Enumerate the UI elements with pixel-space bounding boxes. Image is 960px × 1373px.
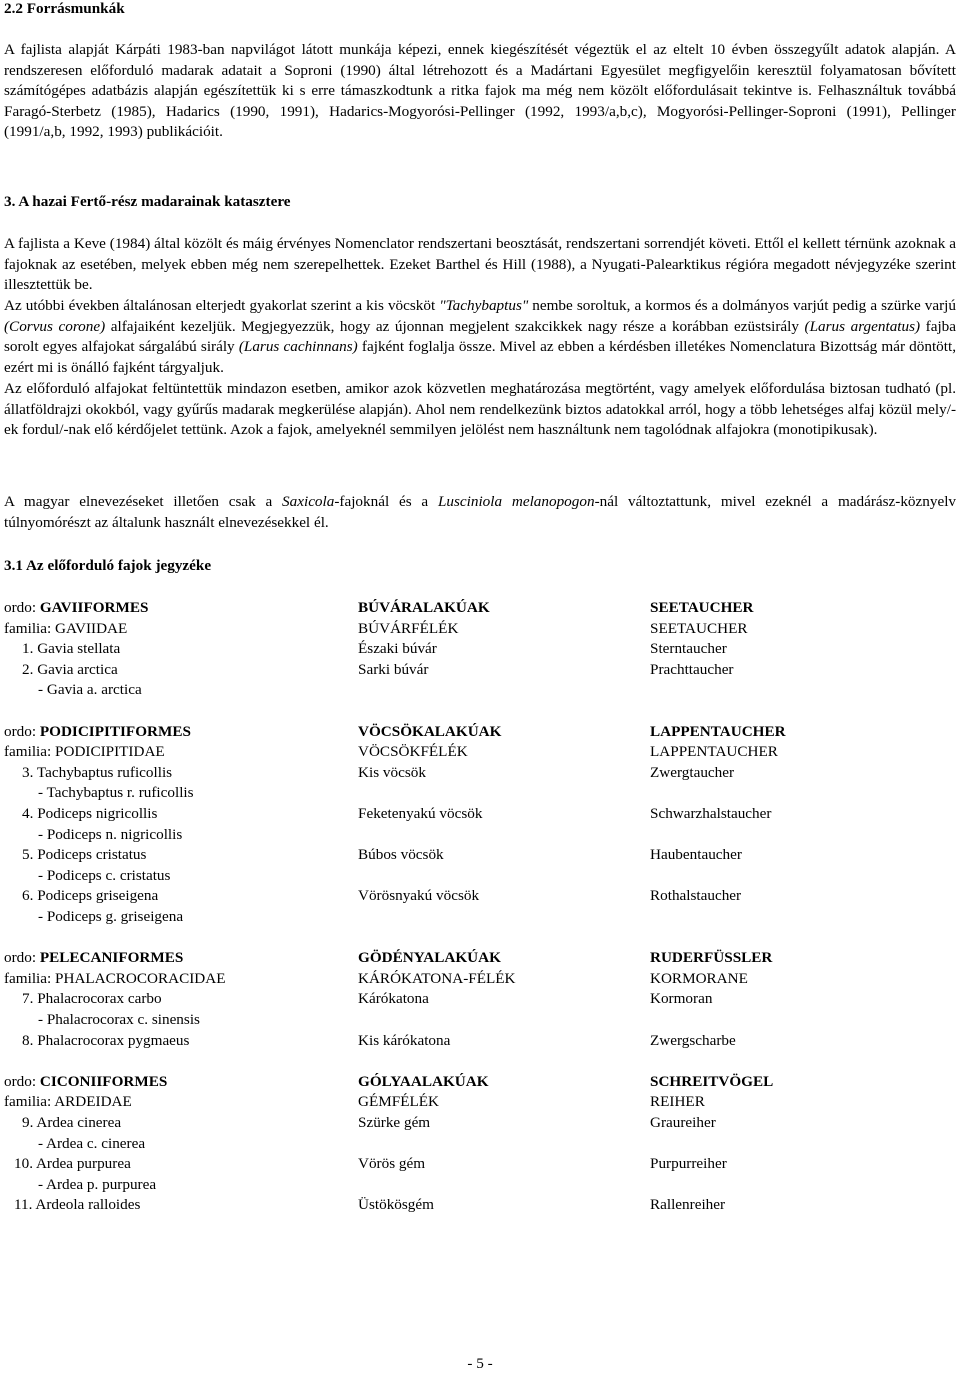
ordo-name: GAVIIFORMES [39,599,149,616]
species-row [4,1195,956,1216]
species-hungarian: Északi búvár [358,640,437,658]
familia-hungarian: VÖCSÖKFÉLÉK [358,743,468,761]
species-row [4,845,956,866]
ordo-latin [4,1072,167,1093]
familia-latin: familia: GAVIIDAE [4,619,128,637]
species-latin: 11. Ardeola ralloides [14,1196,141,1214]
ordo-latin [4,598,148,619]
section-heading-species-list: 3.1 Az előforduló fajok jegyzéke [4,557,212,574]
species-latin: 4. Podiceps nigricollis [22,805,158,822]
species-row [4,660,956,681]
subspecies-row [4,783,956,804]
subspecies-latin: - Ardea c. cinerea [38,1134,146,1152]
familia-row [4,742,956,763]
species-german: Zwergscharbe [650,1031,736,1049]
paragraph-subspecies: Az előforduló alfajokat feltüntettük mindazon esetben, amikor azok közvetlen meghatározása megtörtént, vagy amelyek előfordulása biztosan tudható (pl. állatföldrajzi okokból, vagy gyűrűs madarak megkerülése alapján). Ahol nem rendelkezünk biztos adatokkal arról, hogy a több lehetséges alfaj közül mely/-ek fordul/-nak elő kérdőjelet tettünk. Azok a fajok, amelyeknél semmilyen jelölést nem használtunk nem tagolódnak alfajokra (monotipikusak). [4,380,956,439]
page-number: - 5 - [467,1355,493,1372]
species-row [4,886,956,907]
ordo-hungarian: VÖCSÖKALAKÚAK [358,722,502,740]
species-german: Prachttaucher [650,660,734,678]
species-latin: 8. Phalacrocorax pygmaeus [22,1031,190,1049]
species-hungarian: Kárókatona [358,990,429,1008]
species-row [4,1154,956,1175]
species-german: Purpurreiher [650,1155,727,1173]
species-hungarian: Búbos vöcsök [358,846,444,864]
ordo-latin [4,948,183,969]
ordo-hungarian: BÚVÁRALAKÚAK [358,599,490,616]
subspecies-row [4,907,956,928]
species-german: Rothalstaucher [650,887,742,905]
ordo-row [4,598,956,619]
subspecies-row [4,1134,956,1155]
ordo-row [4,948,956,969]
familia-row [4,619,956,640]
ordo-prefix: ordo: [4,1072,40,1090]
subspecies-latin: - Podiceps g. griseigena [38,908,184,925]
ordo-row [4,1072,956,1093]
ordo-german: SEETAUCHER [650,599,754,616]
species-latin: 10. Ardea purpurea [14,1155,131,1173]
subspecies-row [4,825,956,846]
ordo-german: LAPPENTAUCHER [650,722,786,740]
ordo-prefix: ordo: [4,722,40,740]
familia-row [4,969,956,990]
species-hungarian: Üstökösgém [358,1196,434,1214]
subspecies-latin: - Phalacrocorax c. sinensis [38,1011,200,1028]
species-hungarian: Vörösnyakú vöcsök [358,887,480,905]
species-row [4,989,956,1010]
section-heading-cadastre: 3. A hazai Fertő-rész madarainak katasztere [4,193,291,210]
ordo-row [4,722,956,743]
species-german: Kormoran [650,990,713,1008]
ordo-name: PELECANIFORMES [39,949,184,967]
familia-latin: familia: PHALACROCORACIDAE [4,969,226,987]
species-latin: 6. Podiceps griseigena [22,887,159,905]
species-latin: 5. Podiceps cristatus [22,846,147,864]
subspecies-latin: - Ardea p. purpurea [38,1175,157,1193]
ordo-hungarian: GÓLYAALAKÚAK [358,1072,489,1090]
familia-hungarian: BÚVÁRFÉLÉK [358,619,459,637]
species-german: Haubentaucher [650,846,742,864]
ordo-german: RUDERFÜSSLER [650,949,773,967]
subspecies-row [4,866,956,887]
familia-german: SEETAUCHER [650,619,748,637]
ordo-name: CICONIIFORMES [39,1072,168,1090]
paragraph-hungarian-names: A magyar elnevezéseket illetően csak a Saxicola-fajoknál és a Lusciniola melanopogon-nál változtattunk, mivel ezeknél a madárász-köznyelv túlnyomórészt az általunk használt elnevezésekkel él. [4,493,957,531]
species-hungarian: Kis vöcsök [358,763,426,781]
species-row [4,1113,956,1134]
subspecies-latin: - Gavia a. arctica [38,681,142,699]
familia-hungarian: KÁRÓKATONA-FÉLÉK [358,969,516,987]
species-latin: 1. Gavia stellata [22,640,121,658]
species-hungarian: Vörös gém [358,1155,426,1173]
species-german: Sterntaucher [650,640,727,658]
subspecies-row [4,1010,956,1031]
species-hungarian: Feketenyakú vöcsök [358,805,483,822]
species-latin: 9. Ardea cinerea [22,1114,122,1131]
species-row [4,804,956,825]
ordo-german: SCHREITVÖGEL [650,1072,774,1090]
subspecies-row [4,1175,956,1196]
subspecies-latin: - Tachybaptus r. ruficollis [38,784,194,802]
ordo-latin [4,722,191,743]
species-latin: 2. Gavia arctica [22,660,118,678]
species-hungarian: Szürke gém [358,1114,431,1131]
species-german: Rallenreiher [650,1196,726,1214]
familia-german: REIHER [650,1093,705,1111]
ordo-prefix: ordo: [4,599,40,616]
familia-hungarian: GÉMFÉLÉK [358,1093,439,1111]
species-latin: 7. Phalacrocorax carbo [22,990,162,1008]
paragraph-sources: A fajlista alapját Kárpáti 1983-ban napvilágot látott munkája képezi, ennek kiegészítését végeztük el az eltelt 10 évben összegyűlt adatok alapján. A rendszeresen előforduló madarak adatait a Soproni (1990) által létrehozott és a Madártani Egyesület megfigyelőin keresztül folyamatosan bővített számítógépes adatbázis alapján egészítettük ki s erre támaszkodtunk a ritka fajok ma még nem közölt előfordulásait tekintve is. Felhasználtuk továbbá Faragó-Sterbetz (1985), Hadarics (1990, 1991), Hadarics-Mogyorósi-Pellinger (1992, 1993/a,b,c), Mogyorósi-Pellinger-Soproni (1991), Pellinger (1991/a,b, 1992, 1993) publikációit. [4,41,956,141]
familia-german: LAPPENTAUCHER [650,743,778,761]
species-hungarian: Sarki búvár [358,660,429,678]
paragraph-nomenclature: A fajlista a Keve (1984) által közölt és máig érvényes Nomenclator rendszertani beosztását, rendszertani sorrendjét követi. Ettől el kellett térnünk azoknak a fajoknak az esetében, melyek ebben még nem szerepelhettek. Ezeket Barthel és Hill (1988), a Nyugati-Palearktikus régióra megadott névjegyzéke szerint illesztettük be. [4,235,956,294]
ordo-prefix: ordo: [4,949,40,967]
species-hungarian: Kis kárókatona [358,1031,451,1049]
species-row [4,1031,956,1052]
familia-row [4,1092,956,1113]
species-row [4,639,956,660]
section-heading-sources: 2.2 Forrásmunkák [4,0,125,17]
familia-latin: familia: PODICIPITIDAE [4,743,165,761]
ordo-hungarian: GÖDÉNYALAKÚAK [358,949,501,967]
subspecies-row [4,680,956,701]
species-german: Zwergtaucher [650,763,735,781]
ordo-name: PODICIPITIFORMES [39,722,191,740]
species-german: Schwarzhalstaucher [650,805,772,822]
subspecies-latin: - Podiceps n. nigricollis [38,825,183,843]
subspecies-latin: - Podiceps c. cristatus [38,866,171,884]
species-german: Graureiher [650,1114,716,1131]
paragraph-taxonomy: Az utóbbi években általánosan elterjedt gyakorlat szerint a kis vöcsköt "Tachybaptus" nembe soroltuk, a kormos és a dolmányos varjút pedig a szürke varjú (Corvus corone) alfajaiként kezeljük. Megjegyezzük, hogy az újonnan megjelent szakcikkek nagy része a korábban ezüstsirály (Larus argentatus) fajba sorolt egyes alfajokat sárgalábú sirály (Larus cachinnans) fajként foglalja össze. Mivel az ebben a kérdésben illetékes Nomenclatura Bizottság már döntött, ezért mi is önálló fajként tárgyaljuk. [4,297,957,376]
familia-german: KORMORANE [650,969,748,987]
familia-latin: familia: ARDEIDAE [4,1093,132,1111]
species-latin: 3. Tachybaptus ruficollis [22,763,173,781]
species-row [4,763,956,784]
